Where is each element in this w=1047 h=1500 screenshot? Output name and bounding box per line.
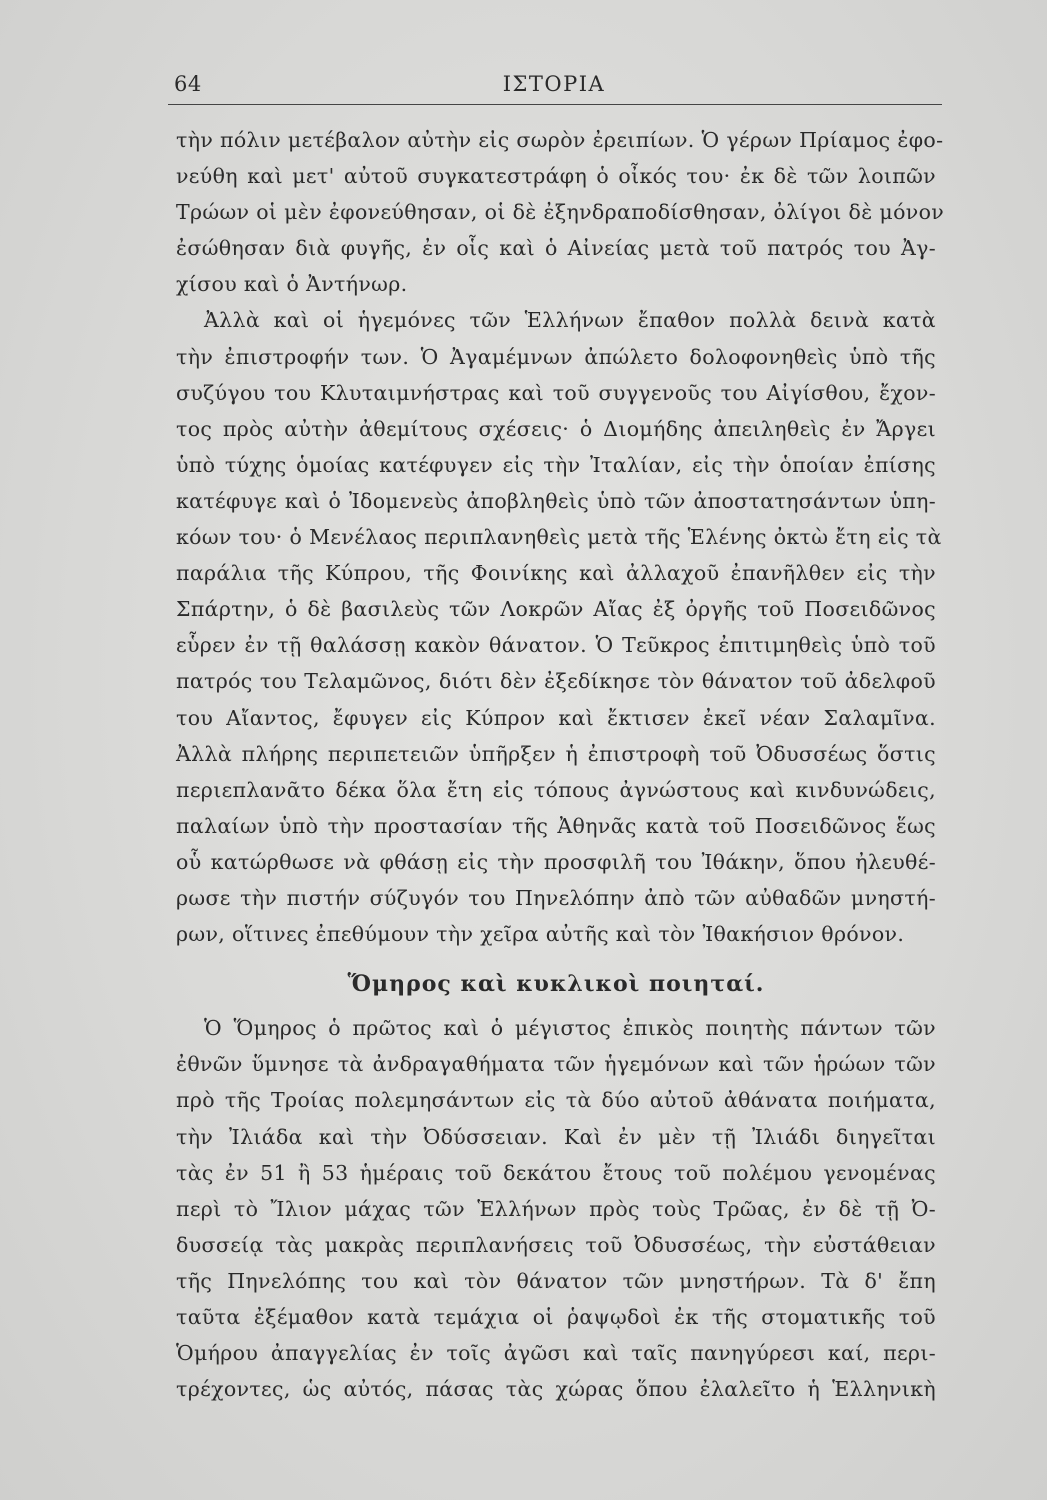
text-line: του Αἴαντος, ἔφυγεν εἰς Κύπρον καὶ ἔκτισεν ἐκεῖ νέαν Σαλαμῖνα. [176, 705, 936, 730]
text-line: περὶ τὸ Ἴλιον μάχας τῶν Ἑλλήνων πρὸς τοὺς Τρῶας, ἐν δὲ τῇ Ὀ- [176, 1196, 936, 1221]
text-line: παράλια τῆς Κύπρου, τῆς Φοινίκης καὶ ἀλλαχοῦ ἐπανῆλθεν εἰς τὴν [176, 561, 936, 586]
header-rule [168, 104, 942, 105]
text-line: πρὸ τῆς Τροίας πολεμησάντων εἰς τὰ δύο αὐτοῦ ἀθάνατα ποιήματα, [176, 1088, 936, 1113]
text-line: ταῦτα ἐξέμαθον κατὰ τεμάχια οἱ ῥαψῳδοὶ ἐκ τῆς στοματικῆς τοῦ [176, 1305, 936, 1329]
text-line: Ἀλλὰ καὶ οἱ ἡγεμόνες τῶν Ἑλλήνων ἔπαθον πολλὰ δεινὰ κατὰ [204, 308, 936, 333]
text-line: τρέχοντες, ὡς αὐτός, πάσας τὰς χώρας ὅπου ἐλαλεῖτο ἡ Ἑλληνικὴ [176, 1377, 936, 1402]
running-title: ΙΣΤΟΡΙΑ [502, 72, 606, 96]
text-line: ρων, οἵτινες ἐπεθύμουν τὴν χεῖρα αὐτῆς καὶ τὸν Ἰθακήσιον θρόνον. [176, 922, 905, 947]
paragraph-1 [176, 122, 945, 302]
text-line: κόων του· ὁ Μενέλαος περιπλανηθεὶς μετὰ τῆς Ἑλένης ὀκτὼ ἔτη εἰς τὰ [176, 525, 942, 550]
text-line: τὴν Ἰλιάδα καὶ τὴν Ὀδύσσειαν. Καὶ ἐν μὲν τῇ Ἰλιάδι διηγεῖται [176, 1124, 936, 1149]
text-line: παλαίων ὑπὸ τὴν προστασίαν τῆς Ἀθηνᾶς κατὰ τοῦ Ποσειδῶνος ἕως [176, 813, 936, 838]
paragraph-2 [176, 302, 942, 952]
text-line: νεύθη καὶ μετ' αὐτοῦ συγκατεστράφη ὁ οἶκός του· ἐκ δὲ τῶν λοιπῶν [176, 164, 936, 189]
page-header [168, 70, 940, 104]
text-line: τὰς ἐν 51 ἢ 53 ἡμέραις τοῦ δεκάτου ἔτους τοῦ πολέμου γενομένας [176, 1160, 936, 1185]
paragraph-3 [176, 1010, 936, 1407]
section-heading: Ὅμηρος καὶ κυκλικοὶ ποιηταί. [347, 971, 765, 998]
text-line: περιεπλανᾶτο δέκα ὅλα ἔτη εἰς τόπους ἀγνώστους καὶ κινδυνώδεις, [176, 777, 936, 802]
text-line: ὑπὸ τύχης ὁμοίας κατέφυγεν εἰς τὴν Ἰταλίαν, εἰς τὴν ὁποίαν ἐπίσης [176, 452, 936, 477]
text-line: εὗρεν ἐν τῇ θαλάσσῃ κακὸν θάνατον. Ὁ Τεῦκρος ἐπιτιμηθεὶς ὑπὸ τοῦ [176, 633, 936, 658]
body-text [176, 122, 945, 1407]
text-line: τὴν ἐπιστροφήν των. Ὁ Ἀγαμέμνων ἀπώλετο δολοφονηθεὶς ὑπὸ τῆς [176, 344, 936, 369]
text-line: Ἀλλὰ πλήρης περιπετειῶν ὑπῆρξεν ἡ ἐπιστροφὴ τοῦ Ὀδυσσέως ὅστις [176, 741, 936, 766]
text-line: ἐθνῶν ὕμνησε τὰ ἀνδραγαθήματα τῶν ἡγεμόνων καὶ τῶν ἡρώων τῶν [176, 1052, 936, 1077]
text-line: ρωσε τὴν πιστήν σύζυγόν του Πηνελόπην ἀπὸ τῶν αὐθαδῶν μνηστή- [176, 885, 936, 910]
text-line: τῆς Πηνελόπης του καὶ τὸν θάνατον τῶν μνηστήρων. Τὰ δ' ἔπη [176, 1268, 936, 1293]
text-line: τὴν πόλιν μετέβαλον αὐτὴν εἰς σωρὸν ἐρειπίων. Ὁ γέρων Πρίαμος ἐφο- [176, 128, 944, 152]
text-line: οὗ κατώρθωσε νὰ φθάσῃ εἰς τὴν προσφιλῆ του Ἰθάκην, ὅπου ἠλευθέ- [176, 849, 936, 874]
text-line: χίσου καὶ ὁ Ἀντήνωρ. [176, 272, 408, 297]
text-line: συζύγου του Κλυταιμνήστρας καὶ τοῦ συγγενοῦς του Αἰγίσθου, ἔχον- [176, 380, 936, 405]
page-number: 64 [174, 72, 202, 96]
text-line: πατρός του Τελαμῶνος, διότι δὲν ἐξεδίκησε τὸν θάνατον τοῦ ἀδελφοῦ [176, 669, 936, 694]
text-line: Ὁ Ὅμηρος ὁ πρῶτος καὶ ὁ μέγιστος ἐπικὸς ποιητὴς πάντων τῶν [204, 1016, 936, 1041]
text-line: τος πρὸς αὐτὴν ἀθεμίτους σχέσεις· ὁ Διομήδης ἀπειληθεὶς ἐν Ἄργει [176, 416, 936, 441]
text-line: Τρώων οἱ μὲν ἐφονεύθησαν, οἱ δὲ ἐξηνδραποδίσθησαν, ὀλίγοι δὲ μόνον [176, 200, 945, 225]
text-line: Ὁμήρου ἀπαγγελίας ἐν τοῖς ἀγῶσι καὶ ταῖς πανηγύρεσι καί, περι- [176, 1341, 936, 1366]
text-line: Σπάρτην, ὁ δὲ βασιλεὺς τῶν Λοκρῶν Αἴας ἐξ ὀργῆς τοῦ Ποσειδῶνος [176, 597, 936, 622]
text-line: δυσσείᾳ τὰς μακρὰς περιπλανήσεις τοῦ Ὀδυσσέως, τὴν εὐστάθειαν [176, 1232, 936, 1257]
text-line: ἐσώθησαν διὰ φυγῆς, ἐν οἷς καὶ ὁ Αἰνείας μετὰ τοῦ πατρός του Ἀγ- [176, 236, 936, 261]
text-line: κατέφυγε καὶ ὁ Ἰδομενεὺς ἀποβληθεὶς ὑπὸ τῶν ἀποστατησάντων ὑπη- [176, 488, 936, 513]
